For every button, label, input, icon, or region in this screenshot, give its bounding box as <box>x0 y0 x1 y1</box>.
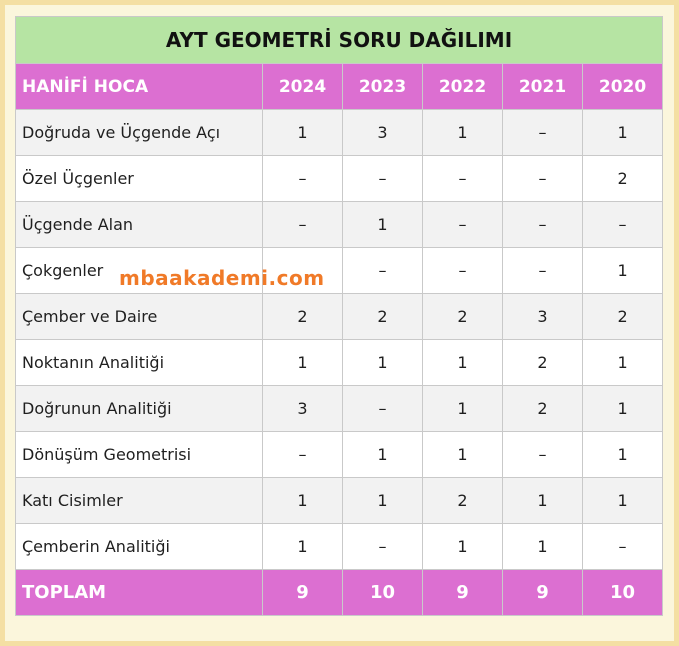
count-cell: 1 <box>583 478 663 524</box>
count-cell: 1 <box>583 386 663 432</box>
count-cell: 1 <box>423 386 503 432</box>
count-cell: 1 <box>583 110 663 156</box>
count-cell: 1 <box>343 478 423 524</box>
topic-cell: Dönüşüm Geometrisi <box>16 432 263 478</box>
count-cell: – <box>423 202 503 248</box>
count-cell: 1 <box>343 202 423 248</box>
table-row <box>16 524 663 570</box>
table-row <box>16 294 663 340</box>
count-cell: – <box>343 156 423 202</box>
header-label: HANİFİ HOCA <box>16 64 263 110</box>
topic-cell: Özel Üçgenler <box>16 156 263 202</box>
count-cell: 3 <box>503 294 583 340</box>
count-cell: 2 <box>423 478 503 524</box>
count-cell: – <box>503 248 583 294</box>
count-cell: 2 <box>263 294 343 340</box>
count-cell: 2 <box>583 156 663 202</box>
count-cell: 1 <box>503 524 583 570</box>
question-distribution-table <box>15 16 663 616</box>
count-cell: – <box>503 202 583 248</box>
count-cell: – <box>423 248 503 294</box>
count-cell: 2 <box>423 294 503 340</box>
table-row <box>16 478 663 524</box>
topic-cell: Katı Cisimler <box>16 478 263 524</box>
table-row <box>16 202 663 248</box>
count-cell: 2 <box>583 294 663 340</box>
count-cell: 1 <box>263 340 343 386</box>
count-cell: 1 <box>343 432 423 478</box>
topic-cell: Üçgende Alan <box>16 202 263 248</box>
count-cell: 1 <box>263 110 343 156</box>
count-cell: 2 <box>343 294 423 340</box>
count-cell: 1 <box>583 340 663 386</box>
count-cell: 1 <box>583 248 663 294</box>
title-row <box>16 17 663 64</box>
total-row <box>16 570 663 616</box>
count-cell: 1 <box>423 340 503 386</box>
count-cell: 1 <box>263 524 343 570</box>
count-cell: 1 <box>503 478 583 524</box>
year-header: 2024 <box>263 64 343 110</box>
table-row <box>16 432 663 478</box>
count-cell: – <box>263 156 343 202</box>
count-cell: – <box>263 432 343 478</box>
count-cell: – <box>503 156 583 202</box>
year-header: 2020 <box>583 64 663 110</box>
total-value: 9 <box>503 570 583 616</box>
count-cell: – <box>423 156 503 202</box>
topic-cell: Noktanın Analitiği <box>16 340 263 386</box>
total-value: 9 <box>263 570 343 616</box>
watermark-text: mbaakademi.com <box>119 266 325 290</box>
year-header: 2021 <box>503 64 583 110</box>
table-row <box>16 386 663 432</box>
count-cell: – <box>343 524 423 570</box>
header-row <box>16 64 663 110</box>
table-title: AYT GEOMETRİ SORU DAĞILIMI <box>16 17 663 64</box>
year-header: 2023 <box>343 64 423 110</box>
count-cell: – <box>503 110 583 156</box>
total-label: TOPLAM <box>16 570 263 616</box>
topic-cell: Çokgenler <box>16 248 263 294</box>
table-row <box>16 156 663 202</box>
count-cell: 1 <box>263 478 343 524</box>
count-cell: – <box>583 524 663 570</box>
count-cell: – <box>583 202 663 248</box>
count-cell: 3 <box>263 386 343 432</box>
count-cell: 1 <box>583 432 663 478</box>
count-cell: 1 <box>343 340 423 386</box>
topic-cell: Doğrunun Analitiği <box>16 386 263 432</box>
total-value: 10 <box>343 570 423 616</box>
year-header: 2022 <box>423 64 503 110</box>
count-cell: 1 <box>423 432 503 478</box>
count-cell: – <box>503 432 583 478</box>
count-cell: 1 <box>423 110 503 156</box>
topic-cell: Çemberin Analitiği <box>16 524 263 570</box>
count-cell: 2 <box>503 340 583 386</box>
count-cell: 3 <box>343 110 423 156</box>
topic-cell: Çember ve Daire <box>16 294 263 340</box>
table-row <box>16 110 663 156</box>
count-cell: – <box>343 248 423 294</box>
total-value: 10 <box>583 570 663 616</box>
table-row <box>16 248 663 294</box>
count-cell: – <box>263 202 343 248</box>
count-cell: – <box>343 386 423 432</box>
count-cell: 2 <box>503 386 583 432</box>
count-cell <box>263 248 343 294</box>
total-value: 9 <box>423 570 503 616</box>
topic-cell: Doğruda ve Üçgende Açı <box>16 110 263 156</box>
count-cell: 1 <box>423 524 503 570</box>
table-row <box>16 340 663 386</box>
